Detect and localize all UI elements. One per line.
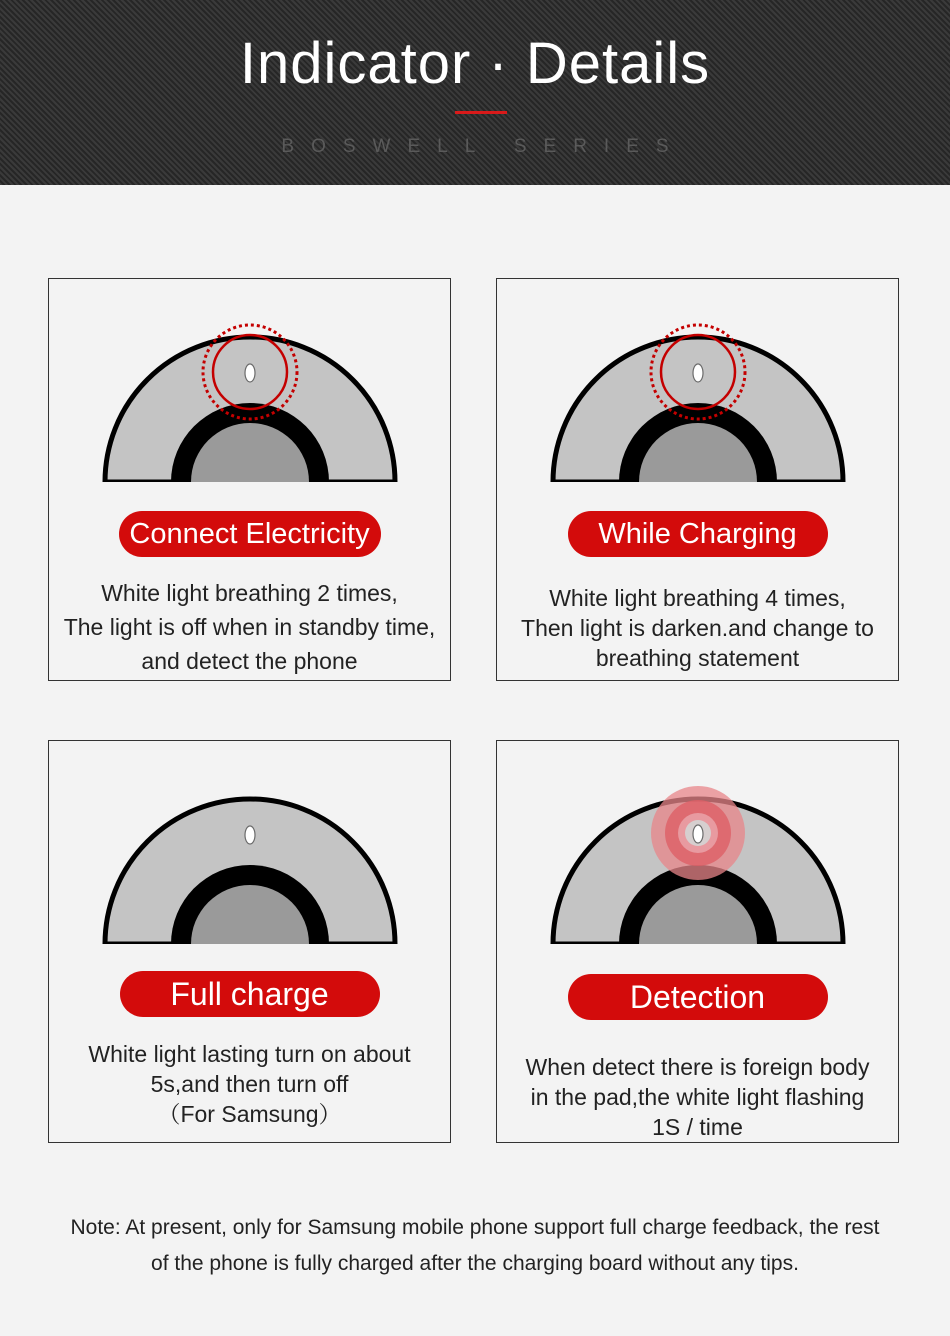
page-title: Indicator · Details <box>239 31 711 96</box>
card-detection <box>496 740 899 1143</box>
description-line: White light breathing 2 times, <box>101 580 398 606</box>
description-line: Then light is darken.and change to <box>521 615 874 641</box>
description-line: When detect there is foreign body <box>525 1054 870 1080</box>
description-line: in the pad,the white light flashing <box>530 1084 865 1110</box>
description-line: White light breathing 4 times, <box>549 585 846 611</box>
description-line: （For Samsung） <box>157 1101 342 1127</box>
description-line: 5s,and then turn off <box>150 1071 349 1097</box>
footnote-line: of the phone is fully charged after the charging board without any tips. <box>151 1252 799 1275</box>
description-line: The light is off when in standby time, <box>63 614 436 640</box>
mode-description <box>49 576 450 678</box>
mode-description <box>49 1039 450 1129</box>
description-line: breathing statement <box>595 645 800 671</box>
card-connect-electricity <box>48 278 451 681</box>
description-line: 1S / time <box>652 1114 743 1140</box>
mode-description <box>497 1052 898 1142</box>
mode-label: Detection <box>568 974 828 1020</box>
series-subtitle: BOSWELL SERIES <box>281 136 686 157</box>
footnote-line: Note: At present, only for Samsung mobile phone support full charge feedback, the rest <box>70 1216 880 1239</box>
title-underline <box>455 111 507 114</box>
footnote <box>0 1210 950 1282</box>
header-banner <box>0 0 950 185</box>
mode-label: While Charging <box>568 511 828 557</box>
description-line: White light lasting turn on about <box>88 1041 411 1067</box>
mode-label: Full charge <box>120 971 380 1017</box>
mode-description <box>497 583 898 673</box>
card-full-charge <box>48 740 451 1143</box>
card-while-charging <box>496 278 899 681</box>
description-line: and detect the phone <box>141 648 358 674</box>
mode-label: Connect Electricity <box>119 511 381 557</box>
